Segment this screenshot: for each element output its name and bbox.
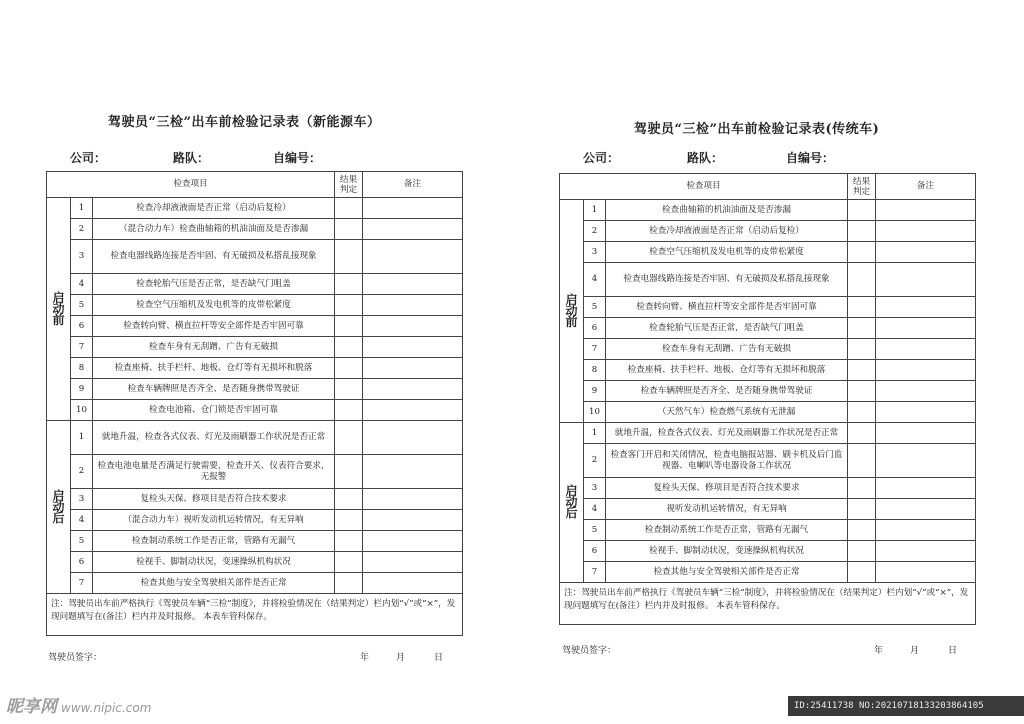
result-cell[interactable] xyxy=(848,339,876,360)
item-text: 就地升温，检查各式仪表、灯光及雨刷器工作状况是否正常 xyxy=(606,423,848,444)
note-cell[interactable] xyxy=(363,337,463,358)
right-signature-line xyxy=(562,643,982,657)
footnote-row xyxy=(560,583,976,625)
note-cell[interactable] xyxy=(363,531,463,552)
col-header-item: 检查项目 xyxy=(47,172,335,198)
note-cell[interactable] xyxy=(876,402,976,423)
note-cell[interactable] xyxy=(876,444,976,478)
phase-char: 启 xyxy=(565,292,578,307)
item-number: 8 xyxy=(71,358,93,379)
phase-char: 动 xyxy=(565,495,578,509)
result-cell[interactable] xyxy=(848,444,876,478)
result-cell[interactable] xyxy=(848,200,876,221)
item-text: 检查轮胎气压是否正常，是否缺气门咀盖 xyxy=(606,318,848,339)
result-cell[interactable] xyxy=(848,318,876,339)
item-text: 检查其他与安全驾驶相关部件是否正常 xyxy=(606,562,848,583)
item-number: 5 xyxy=(584,520,606,541)
result-cell[interactable] xyxy=(848,541,876,562)
item-text: 检查轮胎气压是否正常，是否缺气门咀盖 xyxy=(93,274,335,295)
item-text: 检查电池箱、仓门锁是否牢固可靠 xyxy=(93,400,335,421)
result-cell[interactable] xyxy=(848,297,876,318)
item-number: 1 xyxy=(71,421,93,455)
item-text: 检查客门开启和关闭情况，检查电脑报站器、刷卡机及后门监视器、电喇叭等电器设备工作状况 xyxy=(606,444,848,478)
phase-char: 前 xyxy=(52,312,65,327)
note-cell[interactable] xyxy=(876,541,976,562)
check-row-before-4 xyxy=(47,274,463,295)
footnote-row xyxy=(47,594,463,636)
item-number: 10 xyxy=(584,402,606,423)
item-text: 检查电池电量是否满足行驶需要，检查开关、仪表符合要求，无报警 xyxy=(93,455,335,489)
check-row-before-3 xyxy=(560,242,976,263)
watermark-brand xyxy=(6,692,151,717)
right-number-label: 自编号： xyxy=(786,151,835,165)
result-cell[interactable] xyxy=(848,562,876,583)
phase-char: 启 xyxy=(52,488,65,503)
left-team-label: 路队： xyxy=(173,151,210,165)
item-text: 检视手、脚制动状况，变速操纵机构状况 xyxy=(93,552,335,573)
item-text: （天然气车）检查燃气系统有无泄漏 xyxy=(606,402,848,423)
left-company-label: 公司： xyxy=(70,151,107,165)
item-number: 7 xyxy=(584,562,606,583)
check-row-after-2 xyxy=(47,455,463,489)
result-cell[interactable] xyxy=(335,274,363,295)
check-row-before-6 xyxy=(560,318,976,339)
item-text: 检查车身有无刮蹭、广告有无破损 xyxy=(93,337,335,358)
item-text: 检查冷却液液面是否正常（启动后复检） xyxy=(93,198,335,219)
left-day-label: 日 xyxy=(434,653,444,663)
note-cell[interactable] xyxy=(876,381,976,402)
right-team-label: 路队： xyxy=(687,151,724,165)
result-cell[interactable] xyxy=(335,455,363,489)
note-cell[interactable] xyxy=(876,478,976,499)
phase-char: 启 xyxy=(52,290,65,305)
phase-char: 动 xyxy=(52,499,65,514)
item-text: 检查曲轴箱的机油油面及是否渗漏 xyxy=(606,200,848,221)
note-cell[interactable] xyxy=(363,421,463,455)
note-cell[interactable] xyxy=(363,219,463,240)
item-number: 9 xyxy=(584,381,606,402)
item-text: 检查制动系统工作是否正常，管路有无漏气 xyxy=(93,531,335,552)
result-cell[interactable] xyxy=(335,573,363,594)
right-company-label: 公司： xyxy=(583,151,620,165)
note-cell[interactable] xyxy=(876,297,976,318)
phase-char: 动 xyxy=(52,301,65,316)
col-header-result: 结果判定 xyxy=(848,174,876,200)
check-row-after-7 xyxy=(47,573,463,594)
check-row-before-3 xyxy=(47,240,463,274)
phase-label-after xyxy=(47,421,71,594)
note-cell[interactable] xyxy=(363,379,463,400)
check-row-after-6 xyxy=(560,541,976,562)
note-cell[interactable] xyxy=(876,221,976,242)
note-cell[interactable] xyxy=(363,198,463,219)
note-cell[interactable] xyxy=(876,562,976,583)
left-year-label: 年 xyxy=(360,653,370,663)
check-row-before-8 xyxy=(560,360,976,381)
item-text: 检查车身有无刮蹭、广告有无破损 xyxy=(606,339,848,360)
col-header-note: 备注 xyxy=(876,174,976,200)
note-cell[interactable] xyxy=(363,358,463,379)
phase-char: 启 xyxy=(565,484,578,498)
check-row-before-7 xyxy=(47,337,463,358)
item-text: （混合动力车）视听发动机运转情况，有无异响 xyxy=(93,510,335,531)
right-day-label: 日 xyxy=(948,646,958,656)
result-cell[interactable] xyxy=(335,316,363,337)
right-inspection-table xyxy=(559,173,976,625)
item-text: 检查转向臂、横直拉杆等安全部件是否牢固可靠 xyxy=(606,297,848,318)
item-text: 复检头天保、修项目是否符合技术要求 xyxy=(606,478,848,499)
result-cell[interactable] xyxy=(335,400,363,421)
note-cell[interactable] xyxy=(363,489,463,510)
item-number: 6 xyxy=(71,316,93,337)
item-number: 7 xyxy=(71,337,93,358)
item-text: 检查空气压缩机及发电机等的皮带松紧度 xyxy=(606,242,848,263)
item-text: 检查车辆牌照是否齐全、是否随身携带驾驶证 xyxy=(93,379,335,400)
note-cell[interactable] xyxy=(876,520,976,541)
check-row-before-9 xyxy=(47,379,463,400)
left-signature-line xyxy=(48,650,468,664)
result-cell[interactable] xyxy=(848,423,876,444)
check-row-before-1 xyxy=(560,200,976,221)
right-form-title: 驾驶员“三检”出车前检验记录表(传统车) xyxy=(634,122,880,137)
check-row-after-4 xyxy=(560,499,976,520)
item-number: 6 xyxy=(584,318,606,339)
item-number: 4 xyxy=(71,510,93,531)
item-text: 检查其他与安全驾驶相关部件是否正常 xyxy=(93,573,335,594)
note-cell[interactable] xyxy=(363,316,463,337)
left-number-label: 自编号： xyxy=(273,151,322,165)
note-cell[interactable] xyxy=(363,295,463,316)
note-cell[interactable] xyxy=(876,360,976,381)
check-row-before-7 xyxy=(560,339,976,360)
note-cell[interactable] xyxy=(876,200,976,221)
check-row-before-8 xyxy=(47,358,463,379)
item-number: 5 xyxy=(71,531,93,552)
item-text: 检查转向臂、横直拉杆等安全部件是否牢固可靠 xyxy=(93,316,335,337)
result-cell[interactable] xyxy=(848,520,876,541)
left-form-title: 驾驶员“三检”出车前检验记录表（新能源车） xyxy=(108,115,381,130)
phase-label-before xyxy=(47,198,71,421)
phase-label-after xyxy=(560,423,584,583)
note-cell[interactable] xyxy=(876,499,976,520)
right-header-fields xyxy=(583,149,963,165)
check-row-after-6 xyxy=(47,552,463,573)
result-cell[interactable] xyxy=(335,240,363,274)
note-cell[interactable] xyxy=(363,510,463,531)
result-cell[interactable] xyxy=(335,337,363,358)
item-number: 1 xyxy=(584,423,606,444)
item-number: 6 xyxy=(71,552,93,573)
result-cell[interactable] xyxy=(848,402,876,423)
item-number: 10 xyxy=(71,400,93,421)
item-number: 7 xyxy=(584,339,606,360)
left-signature-label: 驾驶员签字： xyxy=(48,653,103,663)
item-text: 检查车辆牌照是否齐全、是否随身携带驾驶证 xyxy=(606,381,848,402)
item-number: 3 xyxy=(584,478,606,499)
item-text: （混合动力车）检查曲轴箱的机油油面及是否渗漏 xyxy=(93,219,335,240)
item-number: 2 xyxy=(71,219,93,240)
check-row-after-1 xyxy=(47,421,463,455)
result-cell[interactable] xyxy=(335,358,363,379)
item-text: 检视手、脚制动状况，变速操纵机构状况 xyxy=(606,541,848,562)
item-number: 5 xyxy=(584,297,606,318)
item-text: 检查电器线路连接是否牢固、有无破损及私搭乱接现象 xyxy=(93,240,335,274)
item-number: 5 xyxy=(71,295,93,316)
check-row-after-5 xyxy=(47,531,463,552)
result-cell[interactable] xyxy=(848,381,876,402)
check-row-after-3 xyxy=(560,478,976,499)
item-number: 8 xyxy=(584,360,606,381)
note-cell[interactable] xyxy=(876,318,976,339)
check-row-before-5 xyxy=(560,297,976,318)
item-text: 视听发动机运转情况，有无异响 xyxy=(606,499,848,520)
item-number: 9 xyxy=(71,379,93,400)
check-row-before-9 xyxy=(560,381,976,402)
check-row-after-4 xyxy=(47,510,463,531)
col-header-item: 检查项目 xyxy=(560,174,848,200)
item-text: 检查电器线路连接是否牢固、有无破损及私搭乱接现象 xyxy=(606,263,848,297)
note-cell[interactable] xyxy=(363,573,463,594)
phase-char: 动 xyxy=(565,303,578,318)
check-row-after-5 xyxy=(560,520,976,541)
phase-char: 后 xyxy=(52,510,65,525)
footnote-text: 注：驾驶员出车前严格执行《驾驶员车辆“三检”制度》，并将检验情况在（结果判定）栏内划“√”或“×”，发现问题填写在(备注）栏内并及时报修。 本表车管科保存。 xyxy=(47,594,463,636)
result-cell[interactable] xyxy=(335,510,363,531)
result-cell[interactable] xyxy=(848,478,876,499)
note-cell[interactable] xyxy=(876,263,976,297)
item-number: 3 xyxy=(584,242,606,263)
header-row xyxy=(560,174,976,200)
check-row-before-10 xyxy=(560,402,976,423)
result-cell[interactable] xyxy=(335,295,363,316)
result-cell[interactable] xyxy=(335,379,363,400)
phase-char: 前 xyxy=(565,314,578,329)
watermark-url: www.nipic.com xyxy=(61,701,152,715)
check-row-after-3 xyxy=(47,489,463,510)
check-row-before-10 xyxy=(47,400,463,421)
check-row-before-1 xyxy=(47,198,463,219)
phase-char: 后 xyxy=(565,506,578,520)
item-number: 4 xyxy=(584,263,606,297)
item-text: 就地升温，检查各式仪表、灯光及雨刷器工作状况是否正常 xyxy=(93,421,335,455)
note-cell[interactable] xyxy=(363,400,463,421)
result-cell[interactable] xyxy=(335,552,363,573)
check-row-before-5 xyxy=(47,295,463,316)
note-cell[interactable] xyxy=(363,552,463,573)
item-number: 7 xyxy=(71,573,93,594)
result-cell[interactable] xyxy=(848,221,876,242)
result-cell[interactable] xyxy=(848,499,876,520)
result-cell[interactable] xyxy=(848,360,876,381)
footnote-text: 注：驾驶员出车前严格执行《驾驶员车辆“三检”制度》，并将检验情况在（结果判定）栏内划“√”或“×”，发现问题填写在(备注）栏内并及时报修。 本表车管科保存。 xyxy=(560,583,976,625)
result-cell[interactable] xyxy=(335,421,363,455)
item-text: 检查空气压缩机及发电机等的皮带松紧度 xyxy=(93,295,335,316)
result-cell[interactable] xyxy=(335,531,363,552)
item-text: 检查冷却液液面是否正常（启动后复检） xyxy=(606,221,848,242)
result-cell[interactable] xyxy=(335,219,363,240)
item-number: 2 xyxy=(584,221,606,242)
item-text: 检查制动系统工作是否正常，管路有无漏气 xyxy=(606,520,848,541)
right-month-label: 月 xyxy=(910,646,920,656)
result-cell[interactable] xyxy=(335,489,363,510)
result-cell[interactable] xyxy=(335,198,363,219)
item-number: 3 xyxy=(71,240,93,274)
item-number: 1 xyxy=(71,198,93,219)
note-cell[interactable] xyxy=(876,242,976,263)
right-signature-label: 驾驶员签字： xyxy=(562,646,617,656)
check-row-before-2 xyxy=(47,219,463,240)
check-row-before-2 xyxy=(560,221,976,242)
col-header-note: 备注 xyxy=(363,172,463,198)
item-number: 4 xyxy=(71,274,93,295)
item-number: 2 xyxy=(584,444,606,478)
item-number: 2 xyxy=(71,455,93,489)
result-cell[interactable] xyxy=(848,263,876,297)
col-header-result: 结果判定 xyxy=(335,172,363,198)
phase-label-before xyxy=(560,200,584,423)
left-inspection-table xyxy=(46,171,463,636)
image-id-strip: ID:25411738 NO:20210718133203864105 xyxy=(788,696,1024,716)
item-text: 检查座椅、扶手栏杆、地板、仓灯等有无损坏和脱落 xyxy=(93,358,335,379)
item-number: 1 xyxy=(584,200,606,221)
check-row-after-2 xyxy=(560,444,976,478)
watermark-brand-text: 昵享网 xyxy=(6,697,57,717)
item-number: 4 xyxy=(584,499,606,520)
header-row xyxy=(47,172,463,198)
item-number: 6 xyxy=(584,541,606,562)
note-cell[interactable] xyxy=(876,423,976,444)
note-cell[interactable] xyxy=(363,274,463,295)
note-cell[interactable] xyxy=(363,240,463,274)
left-header-fields xyxy=(70,149,450,165)
note-cell[interactable] xyxy=(363,455,463,489)
right-year-label: 年 xyxy=(874,646,884,656)
check-row-before-6 xyxy=(47,316,463,337)
note-cell[interactable] xyxy=(876,339,976,360)
item-text: 复检头天保、修项目是否符合技术要求 xyxy=(93,489,335,510)
item-number: 3 xyxy=(71,489,93,510)
check-row-after-7 xyxy=(560,562,976,583)
left-month-label: 月 xyxy=(396,653,406,663)
check-row-after-1 xyxy=(560,423,976,444)
result-cell[interactable] xyxy=(848,242,876,263)
item-text: 检查座椅、扶手栏杆、地板、仓灯等有无损坏和脱落 xyxy=(606,360,848,381)
check-row-before-4 xyxy=(560,263,976,297)
